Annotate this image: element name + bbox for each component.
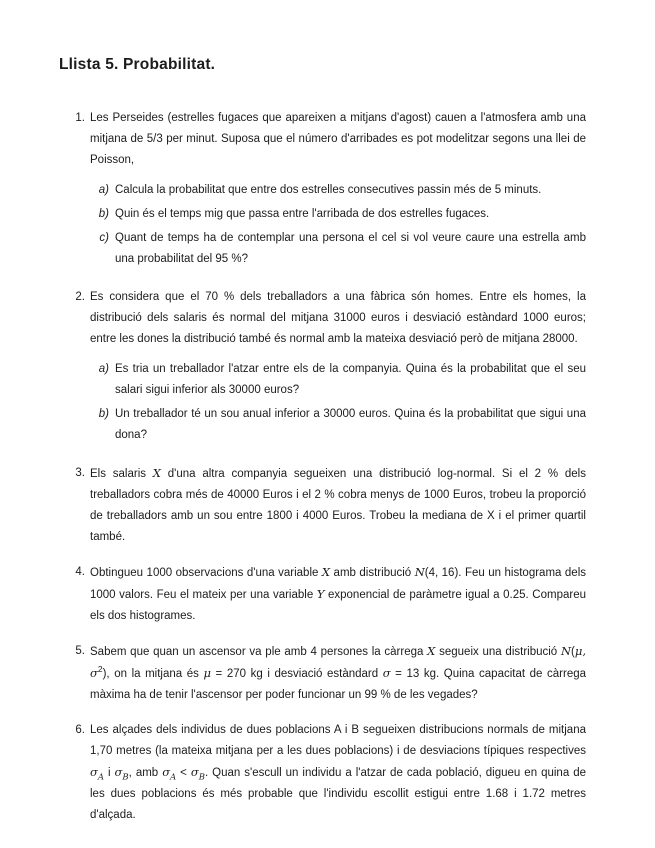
problem-number: 4. xyxy=(75,566,85,578)
subproblem-text: Quin és el temps mig que passa entre l'arribada de dos estrelles fugaces. xyxy=(115,208,490,220)
problem-text: Els salaris X d'una altra companyia segueixen una distribució log-normal. Si el 2 % dels treballadors cobra més de 40000 Euros i el 2 % cobra menys de 1000 Euros, trobeu la proporció de treballadors amb un sou entre 1800 i 4000 Euros. Trobeu la mediana de X i el primer quartil també. xyxy=(90,466,586,543)
subproblem-item xyxy=(98,180,586,201)
problem-text: Les alçades dels individus de dues poblacions A i B segueixen distribucions normals de mitjana 1,70 metres (la mateixa mitjana per a les dues poblacions) i de desviacions típiques respectives $\sigma_A$ i $\sigma_B$, amb $\sigma_A < \sigma_B$. Quan s'escull un individu a l'atzar de cada població, digueu en quina de les dues poblacions és més probable que l'individu escollit estigui entre 1.68 i 1.72 metres d'alçada. xyxy=(90,724,586,821)
subproblem-label: b) xyxy=(98,408,109,420)
subproblem-list xyxy=(98,180,586,270)
subproblem-label: c) xyxy=(99,232,109,244)
problem-body xyxy=(90,562,586,627)
subproblem-text: Calcula la probabilitat que entre dos estrelles consecutives passin més de 5 minuts. xyxy=(115,184,542,196)
subproblem-label: a) xyxy=(98,184,109,196)
subproblem-item xyxy=(98,228,586,270)
problem-text: Les Perseides (estrelles fugaces que apareixen a mitjans d'agost) cauen a l'atmosfera amb una mitjana de 5/3 per minut. Suposa que el número d'arribades es pot modelitzar segons una llei de Poisson, xyxy=(90,112,586,166)
problem-number: 6. xyxy=(75,724,85,736)
problem-number: 5. xyxy=(75,645,85,657)
subproblem-text: Quant de temps ha de contemplar una persona el cel si vol veure caure una estrella amb una probabilitat del 95 %? xyxy=(115,232,586,265)
subproblem-text: Un treballador té un sou anual inferior a 30000 euros. Quina és la probabilitat que sigui una dona? xyxy=(115,408,586,441)
problem-item xyxy=(73,463,586,548)
problem-item xyxy=(73,562,586,627)
subproblem-text: Es tria un treballador l'atzar entre els de la companyia. Quina és la probabilitat que el seu salari sigui inferior als 30000 euros? xyxy=(115,363,586,396)
problem-body xyxy=(90,720,586,826)
problem-number: 1. xyxy=(75,112,85,124)
subproblem-label: b) xyxy=(98,208,109,220)
problem-item xyxy=(73,641,586,706)
document-title: Llista 5. Probabilitat. xyxy=(59,56,216,73)
subproblem-label: a) xyxy=(98,363,109,375)
problem-text: Sabem que quan un ascensor va ple amb 4 persones la càrrega X segueix una distribució N(μ, $\sigma^2$), on la mitjana és μ = 270 kg i desviació estàndard σ = 13 kg. Quina capacitat de càrrega màxima ha de tenir l'ascensor per poder funcionar un 99 % de les vegades? xyxy=(90,644,587,701)
problem-number: 3. xyxy=(75,467,85,479)
problem-body xyxy=(90,463,586,548)
problem-text: Es considera que el 70 % dels treballadors a una fàbrica són homes. Entre els homes, la distribució dels salaris és normal del mitjana 31000 euros i desviació estàndard 1000 euros; entre les dones la distribució també és normal amb la mateixa desviació però de mitjana 28000. xyxy=(90,291,586,345)
subproblem-item xyxy=(98,204,586,225)
problem-body xyxy=(90,108,586,273)
problem-body xyxy=(90,641,586,706)
subproblem-item xyxy=(98,359,586,401)
subproblem-list xyxy=(98,359,586,446)
problem-item xyxy=(73,720,586,826)
problem-item xyxy=(73,108,586,273)
problem-item xyxy=(73,287,586,449)
problem-body xyxy=(90,287,586,449)
subproblem-item xyxy=(98,404,586,446)
problem-text: Obtingueu 1000 observacions d'una variable X amb distribució N(4, 16). Feu un histograma dels 1000 valors. Feu el mateix per una variable Y exponencial de paràmetre igual a 0.25. Compareu els dos histogrames. xyxy=(90,565,587,622)
problem-list xyxy=(73,108,586,826)
problem-number: 2. xyxy=(75,291,85,303)
